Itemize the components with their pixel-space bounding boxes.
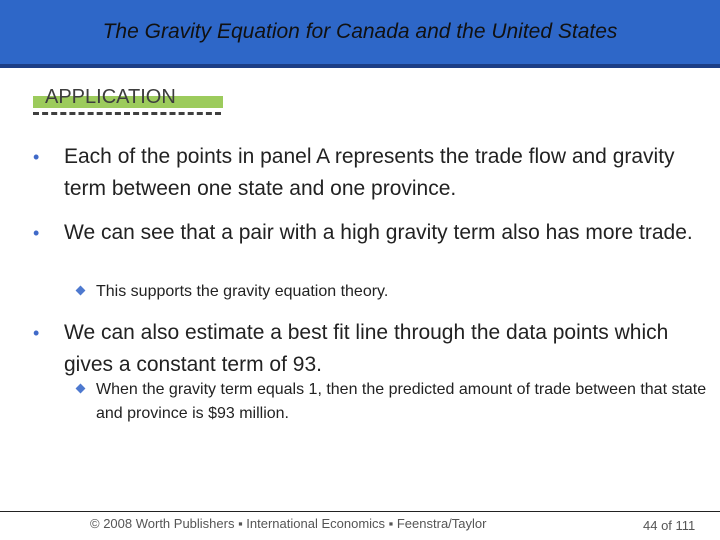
- sub-bullet-item: [77, 378, 707, 426]
- page-number: 44 of 111: [643, 518, 696, 533]
- bullet-text: We can also estimate a best fit line through the data points which gives a constant term of 93.: [64, 321, 669, 376]
- bullet-item: [33, 217, 703, 249]
- footer-copyright: © 2008 Worth Publishers ▪ International Economics ▪ Feenstra/Taylor: [90, 516, 487, 531]
- slide-title: The Gravity Equation for Canada and the United States: [102, 20, 618, 43]
- section-label-text: APPLICATION: [45, 86, 176, 108]
- bullet-item: [33, 141, 703, 205]
- bullet-dot-icon: •: [33, 323, 40, 343]
- sub-bullet-item: [77, 280, 707, 304]
- bullet-item: [33, 317, 703, 381]
- sub-bullet-text: This supports the gravity equation theory.: [96, 283, 389, 300]
- bullet-text: Each of the points in panel A represents the trade flow and gravity term between one state and one province.: [64, 145, 675, 200]
- footer-divider: [0, 511, 720, 512]
- section-label: [35, 86, 176, 109]
- bullet-dot-icon: •: [33, 223, 40, 243]
- sub-bullet-text: When the gravity term equals 1, then the predicted amount of trade between that state and province is $93 million.: [96, 381, 707, 422]
- bullet-text: We can see that a pair with a high gravity term also has more trade.: [64, 221, 693, 244]
- section-divider: [33, 112, 221, 115]
- bullet-dot-icon: •: [33, 147, 40, 167]
- title-bar: [0, 0, 720, 68]
